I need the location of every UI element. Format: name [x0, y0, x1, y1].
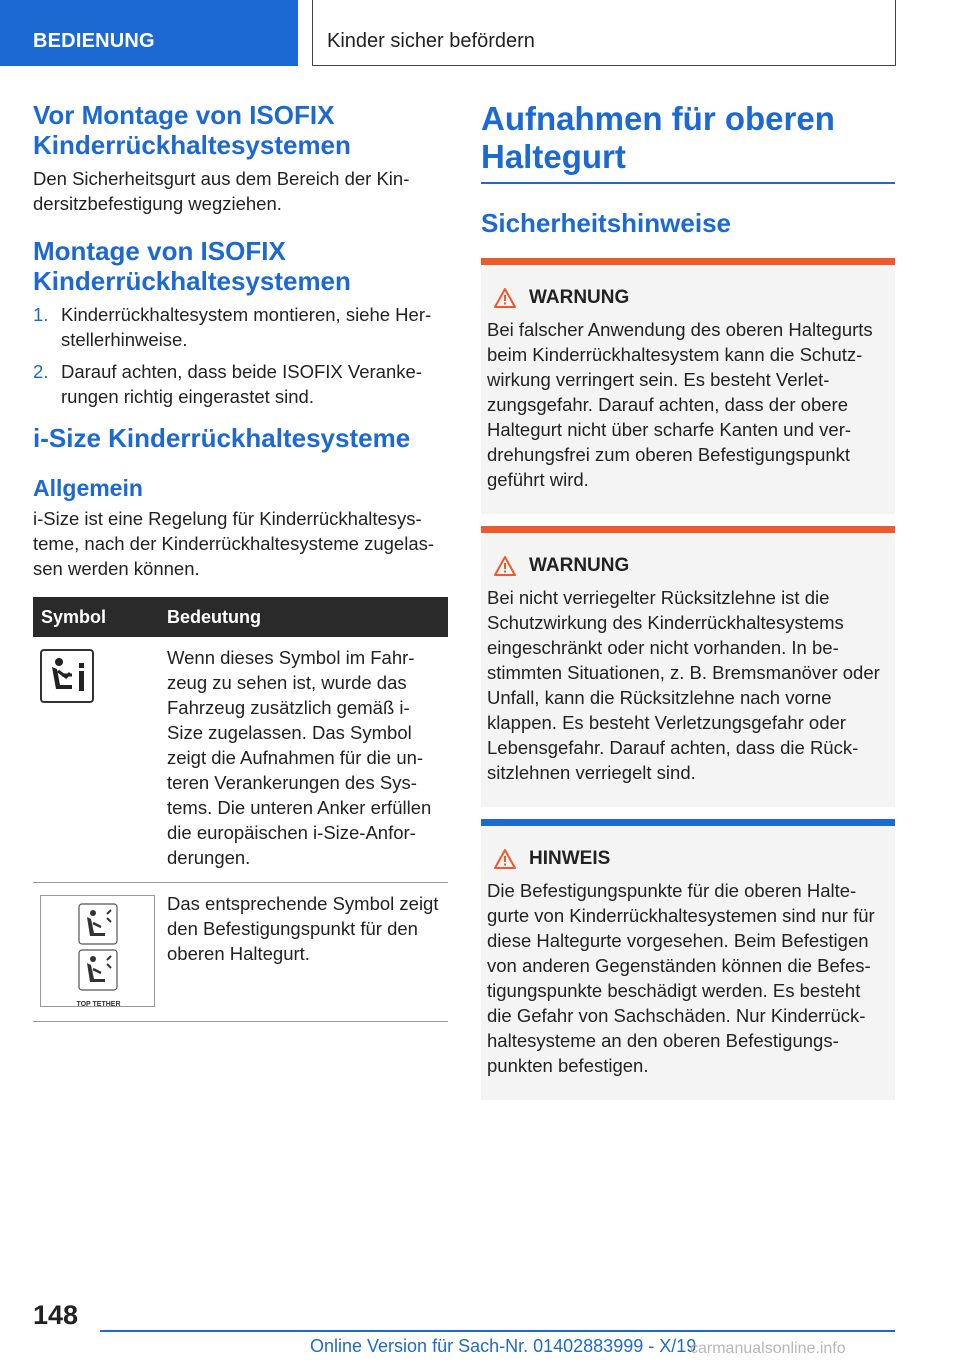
watermark: carmanualsonline.info: [690, 1340, 846, 1357]
notice-heading: HINWEIS: [529, 847, 611, 869]
page-number: 148: [33, 1300, 79, 1330]
heading-montage: Montage von ISOFIX Kinderrückhaltesystemen: [33, 236, 351, 296]
warning-heading: WARNUNG: [529, 554, 630, 576]
warning-triangle-icon: [493, 555, 517, 577]
step-number: 1.: [33, 304, 49, 325]
column-header-symbol: Symbol: [33, 597, 155, 637]
page-header: [0, 0, 960, 66]
chapter-title: Kinder sicher befördern: [312, 0, 896, 66]
symbol-table: [33, 597, 448, 1022]
step-text: Kinderrückhaltesystem montieren, siehe Her-stellerhinweise.: [61, 304, 432, 350]
warning-text: Bei nicht verriegelter Rücksitzlehne ist die Schutzwirkung des Kinderrückhaltesystems eingeschränkt oder nicht vorhanden. In be-stimmten Situationen, z. B. Bremsmanöver oder Unfall, kann die Rücksitzlehne nach vorne klappen. Es besteht Verletzungsgefahr oder Lebensgefahr. Darauf achten, dass die Rück-sitzlehnen verriegelt sind.: [487, 586, 880, 783]
warning-text: Bei falscher Anwendung des oberen Haltegurts beim Kinderrückhaltesystem kann die Schutz-wirkung verringert sein. Es besteht Verlet-zungsgefahr. Darauf achten, dass der obere Haltegurt nicht über scharfe Kanten und ver-drehungsfrei zum oberen Befestigungspunkt geführt wird.: [487, 318, 873, 490]
montage-steps: [33, 302, 448, 409]
notice-text: Die Befestigungspunkte für die oberen Halte-gurte von Kinderrückhaltesystemen sind nur für diese Haltegurte vorgesehen. Beim Befestigen von anderen Gegenständen können die Befes-tigungspunkte beschädigt werden. Es besteht die Gefahr von Sachschäden. Nur Kinderrück-haltesysteme an den oberen Befestigungs-punkten befestigen.: [487, 879, 875, 1076]
section-tab: BEDIENUNG: [0, 0, 298, 66]
list-item: [33, 359, 448, 409]
heading-vor-montage: Vor Montage von ISOFIX Kinderrückhaltesystemen: [33, 100, 351, 160]
column-header-bedeutung: Bedeutung: [155, 597, 448, 637]
top-tether-icon: [40, 895, 155, 1007]
footer-text: Online Version für Sach-Nr. 01402883999 - X/19: [310, 1336, 697, 1356]
isofix-child-seat-icon: [40, 649, 94, 703]
step-number: 2.: [33, 361, 49, 382]
heading-isize: i-Size Kinderrückhaltesysteme: [33, 423, 411, 453]
footer-rule: [100, 1330, 895, 1332]
warning-box: [481, 526, 895, 807]
warning-heading: WARNUNG: [529, 286, 630, 308]
right-column: [481, 100, 895, 1100]
table-header-row: [33, 597, 448, 637]
notice-bar: [481, 819, 895, 826]
top-tether-label: TOP TETHER: [76, 1001, 121, 1008]
table-row: [33, 637, 448, 883]
table-cell: Wenn dieses Symbol im Fahr-zeug zu sehen ist, wurde das Fahrzeug zusätzlich gemäß i-Size zugelassen. Das Symbol zeigt die Aufnahmen für die un-teren Verankerungen des Sys-tems. Die unteren Anker erfüllen die europäischen i-Size-Anfor-derungen.: [155, 637, 448, 883]
heading-allgemein: Allgemein: [33, 475, 143, 501]
step-text: Darauf achten, dass beide ISOFIX Veranke-rungen richtig eingerastet sind.: [61, 361, 422, 407]
left-column: [33, 100, 448, 1022]
warning-bar: [481, 258, 895, 265]
warning-triangle-icon: [493, 848, 517, 870]
table-cell: Das entsprechende Symbol zeigt den Befestigungspunkt für den oberen Haltegurt.: [155, 883, 448, 1022]
warning-bar: [481, 526, 895, 533]
table-row: [33, 883, 448, 1022]
paragraph-allgemein: i-Size ist eine Regelung für Kinderrückhaltesys-teme, nach der Kinderrückhaltesysteme zugelas-sen werden können.: [33, 508, 435, 579]
list-item: [33, 302, 448, 352]
heading-sicherheitshinweise: Sicherheitshinweise: [481, 207, 731, 238]
heading-rule: [481, 182, 895, 184]
notice-box: [481, 819, 895, 1100]
heading-aufnahmen: Aufnahmen für oberen Haltegurt: [481, 100, 835, 175]
paragraph-vor-montage: Den Sicherheitsgurt aus dem Bereich der Kin-dersitzbefestigung wegziehen.: [33, 168, 410, 214]
warning-box: [481, 258, 895, 514]
warning-triangle-icon: [493, 287, 517, 309]
